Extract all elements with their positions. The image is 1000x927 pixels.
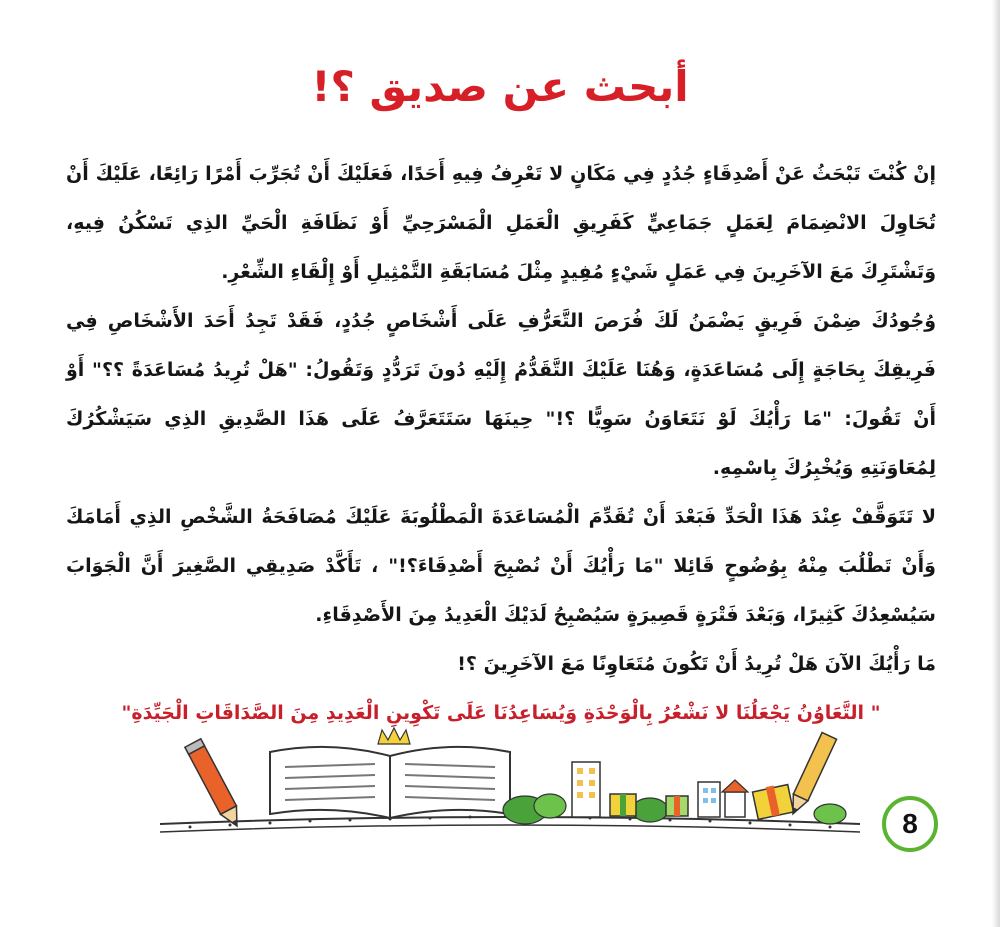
book-town-illustration xyxy=(150,722,870,852)
pencil-icon xyxy=(185,739,245,830)
page-edge xyxy=(992,0,1000,927)
story-body xyxy=(66,150,936,738)
open-book-icon xyxy=(270,747,510,818)
moral-quote: " التَّعَاوُنُ يَجْعَلُنَا لا نَشْعُرُ بِالْوَحْدَةِ وَيُسَاعِدُنَا عَلَى تَكْوِينِ الْعَدِيدِ مِنَ الصَّدَاقَاتِ الْجَيِّدَةِ" xyxy=(121,702,881,724)
crown-icon xyxy=(378,728,410,744)
paragraph-4: مَا رَأْيُكَ الآنَ هَلْ تُرِيدُ أَنْ تَكُونَ مُتَعَاوِنًا مَعَ الآخَرِينَ ؟! xyxy=(457,653,936,675)
paragraph-3: لا تَتَوَقَّفْ عِنْدَ هَذَا الْحَدِّ فَبَعْدَ أَنْ تُقَدِّمَ الْمُسَاعَدَةَ الْمَطْلُوبَةَ عَلَيْكَ مُصَافَحَةُ الشَّخْصِ الذِي أَمَامَكَ وَأَنْ تَطْلُبَ مِنْهُ بِوُضُوحٍ قَائِلا "مَا رَأْيُكَ أَنْ نُصْبِحَ أَصْدِقَاءَ؟!" ، تَأَكَّدْ صَدِيقِي الصَّغِيرَ أَنَّ الْجَوَابَ سَيُسْعِدُكَ كَثِيرًا، وَبَعْدَ فَتْرَةٍ قَصِيرَةٍ سَيُصْبِحُ لَدَيْكَ الْعَدِيدُ مِنَ الأَصْدِقَاءِ. xyxy=(66,506,936,626)
page-title: أبحث عن صديق ؟! xyxy=(311,62,689,111)
paragraph-1: إنْ كُنْتَ تَبْحَثُ عَنْ أَصْدِقَاءٍ جُدُدٍ فِي مَكَانٍ لا تَعْرِفُ فِيهِ أَحَدًا، فَعَلَيْكَ أَنْ تُجَرِّبَ أَمْرًا رَائِعًا، عَلَيْكَ أَنْ تُحَاوِلَ الانْضِمَامَ لِعَمَلٍ جَمَاعِيٍّ كَفَرِيقِ الْعَمَلِ الْمَسْرَحِيِّ أَوْ نَظَافَةِ الْحَيِّ الذِي تَسْكُنُ فِيهِ، وَتَشْتَرِكَ مَعَ الآخَرِينَ فِي عَمَلٍ شَيْءٍ مُفِيدٍ مِثْلَ مُسَابَقَةِ التَّمْثِيلِ أَوْ إِلْقَاءِ الشِّعْرِ. xyxy=(66,163,936,283)
page-number: 8 xyxy=(882,796,938,852)
paragraph-2: وُجُودُكَ ضِمْنَ فَرِيقٍ يَضْمَنُ لَكَ فُرَصَ التَّعَرُّفِ عَلَى أَشْخَاصٍ جُدُدٍ، فَقَدْ تَجِدُ أَحَدَ الأَشْخَاصِ فِي فَرِيقِكَ بِحَاجَةٍ إِلَى مُسَاعَدَةٍ، وَهُنَا عَلَيْكَ التَّقَدُّمُ إِلَيْهِ دُونَ تَرَدُّدٍ وَتَقُولُ: "هَلْ تُرِيدُ مُسَاعَدَةً ؟؟" أَوْ أَنْ تَقُولَ: "مَا رَأْيُكَ لَوْ نَتَعَاوَنُ سَوِيًّا ؟!" حِينَهَا سَتَتَعَرَّفُ عَلَى هَذَا الصَّدِيقِ الذِي سَيَشْكُرُكَ لِمُعَاوَنَتِهِ وَيُخْبِرُكَ بِاسْمِهِ. xyxy=(66,310,936,479)
